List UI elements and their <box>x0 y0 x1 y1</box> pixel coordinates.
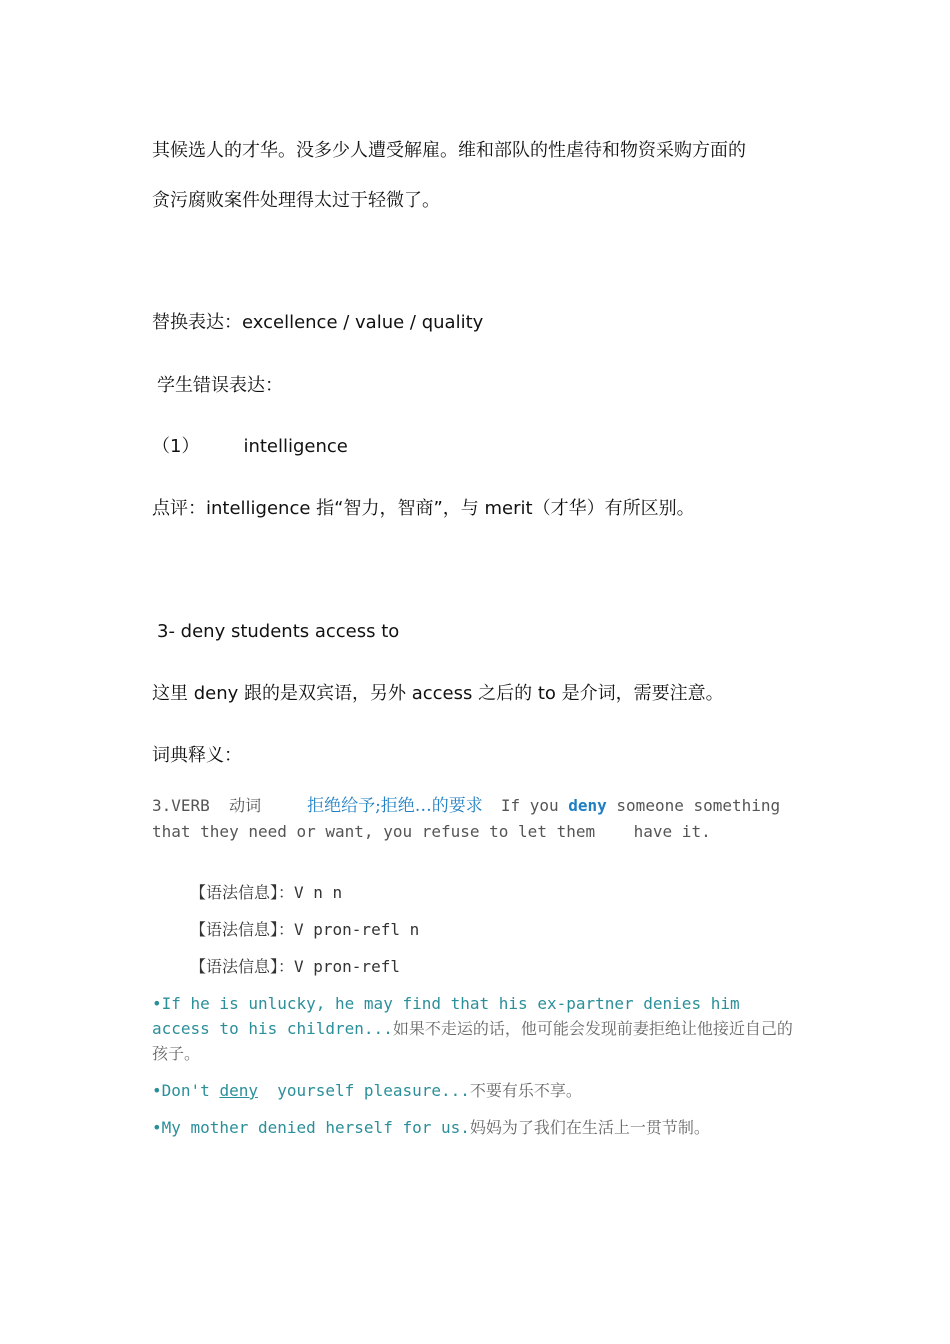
dictionary-label: 词典释义： <box>152 745 242 766</box>
definition-cn-gloss: 拒绝给予;拒绝…的要求 <box>307 796 483 816</box>
example-1-en: •If he is unlucky, he may find that his ex-partner denies him access to his children... <box>152 994 740 1038</box>
grammar-info-2: 【语法信息】：V pron-refl n <box>190 920 420 939</box>
comment-text: 点评：intelligence 指“智力，智商”，与 merit（才华）有所区别。 <box>152 498 695 519</box>
example-1 <box>152 991 802 1066</box>
definition-text-after: someone something that they need or want, you refuse to let them have it. <box>152 796 790 841</box>
definition-headword[interactable]: deny <box>568 796 607 815</box>
paragraph-line-1: 其候选人的才华。没多少人遭受解雇。维和部队的性虐待和物资采购方面的 <box>152 140 746 161</box>
grammar-info-3: 【语法信息】：V pron-refl <box>190 957 400 976</box>
definition-pos: 3.VERB 动词 <box>152 796 262 815</box>
replacement-expressions: 替换表达：excellence / value / quality <box>152 312 484 333</box>
student-errors-label: 学生错误表达： <box>157 375 283 396</box>
example-1-cn: 如果不走运的话，他可能会发现前妻拒绝让他接近自己的孩子。 <box>152 1019 793 1063</box>
grammar-info-1: 【语法信息】：V n n <box>190 883 343 902</box>
example-2-en-after: yourself pleasure... <box>257 1081 470 1100</box>
example-3 <box>152 1115 802 1140</box>
error-item <box>152 435 348 459</box>
definition-text-before: If you <box>500 796 569 815</box>
error-item-number: （1） <box>152 436 200 457</box>
definition-block <box>152 793 802 844</box>
error-item-text: intelligence <box>243 436 348 457</box>
example-2-en-before: •Don't <box>152 1081 220 1100</box>
example-3-cn: 妈妈为了我们在生活上一贯节制。 <box>469 1118 710 1137</box>
section-title: 3- deny students access to <box>157 621 400 642</box>
section-note: 这里 deny 跟的是双宾语，另外 access 之后的 to 是介词，需要注意。 <box>152 683 724 704</box>
example-2-deny-link[interactable]: deny <box>219 1081 258 1100</box>
example-2 <box>152 1078 802 1103</box>
example-2-cn: 不要有乐不享。 <box>469 1081 582 1100</box>
example-3-en: •My mother denied herself for us. <box>152 1118 470 1137</box>
paragraph-line-2: 贪污腐败案件处理得太过于轻微了。 <box>152 190 440 211</box>
